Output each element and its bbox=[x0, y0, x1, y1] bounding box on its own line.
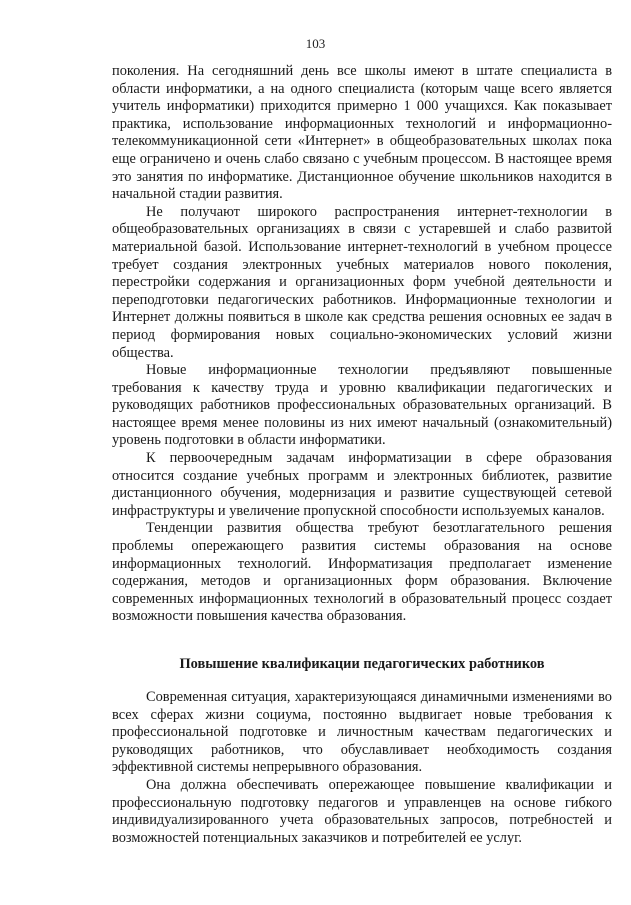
paragraph: Современная ситуация, характеризующаяся динамичными изменениями во всех сферах жизни социума, постоянно выдвигает новые требования к профессиональной подготовке и личностным качествам педагогических и руководящих работников, что обуславливает необходимость создания эффективной системы непрерывного образования. bbox=[112, 689, 612, 776]
paragraph: поколения. На сегодняшний день все школы имеют в штате специалиста в области информатики, а на одного специалиста (которым чаще всего является учитель информатики) приходится примерно 1 000 учащихся. Как показывает практика, использование информационных технологий и информационно-телекоммуникационной сети «Интернет» в общеобразовательных школах пока еще ограничено и очень слабо связано с учебным процессом. В настоящее время это занятия по информатике. Дистанционное обучение школьников находится в начальной стадии развития. bbox=[112, 63, 612, 203]
paragraph: Она должна обеспечивать опережающее повышение квалификации и профессиональную подготовку педагогов и управленцев на основе гибкого индивидуализированного учета образовательных запросов, потребностей и возможностей потенциальных заказчиков и потребителей ее услуг. bbox=[112, 776, 612, 846]
section-heading: Повышение квалификации педагогических работников bbox=[179, 656, 545, 672]
paragraph: Тенденции развития общества требуют безотлагательного решения проблемы опережающего развития системы образования на основе информационных технологий. Информатизация предполагает изменение содержания, методов и организационных форм образования. Включение современных информационных технологий в образовательный процесс создает возможности повышения качества образования. bbox=[112, 520, 612, 625]
body-text-section-1 bbox=[112, 63, 612, 626]
page-number: 103 bbox=[305, 36, 326, 51]
paragraph: Новые информационные технологии предъявляют повышенные требования к качеству труда и уровню квалификации педагогических и руководящих работников профессиональных образовательных организаций. В настоящее время менее половины из них имеют начальный (ознакомительный) уровень подготовки в области информатики. bbox=[112, 362, 612, 449]
paragraph: Не получают широкого распространения интернет-технологии в общеобразовательных организациях в связи с устаревшей и слабо развитой материальной базой. Использование интернет-технологий в учебном процессе требует создания электронных учебных материалов нового поколения, перестройки содержания и организационных форм учебной деятельности и переподготовки педагогических работников. Информационные технологии и Интернет должны появиться в школе как средства решения основных ее задач в период формирования новых социально-экономических условий жизни общества. bbox=[112, 203, 612, 361]
body-text-section-2 bbox=[112, 689, 612, 847]
paragraph: К первоочередным задачам информатизации в сфере образования относится создание учебных программ и электронных библиотек, развитие дистанционного обучения, модернизация и развитие существующей сетевой инфраструктуры и увеличение пропускной способности используемых каналов. bbox=[112, 450, 612, 519]
